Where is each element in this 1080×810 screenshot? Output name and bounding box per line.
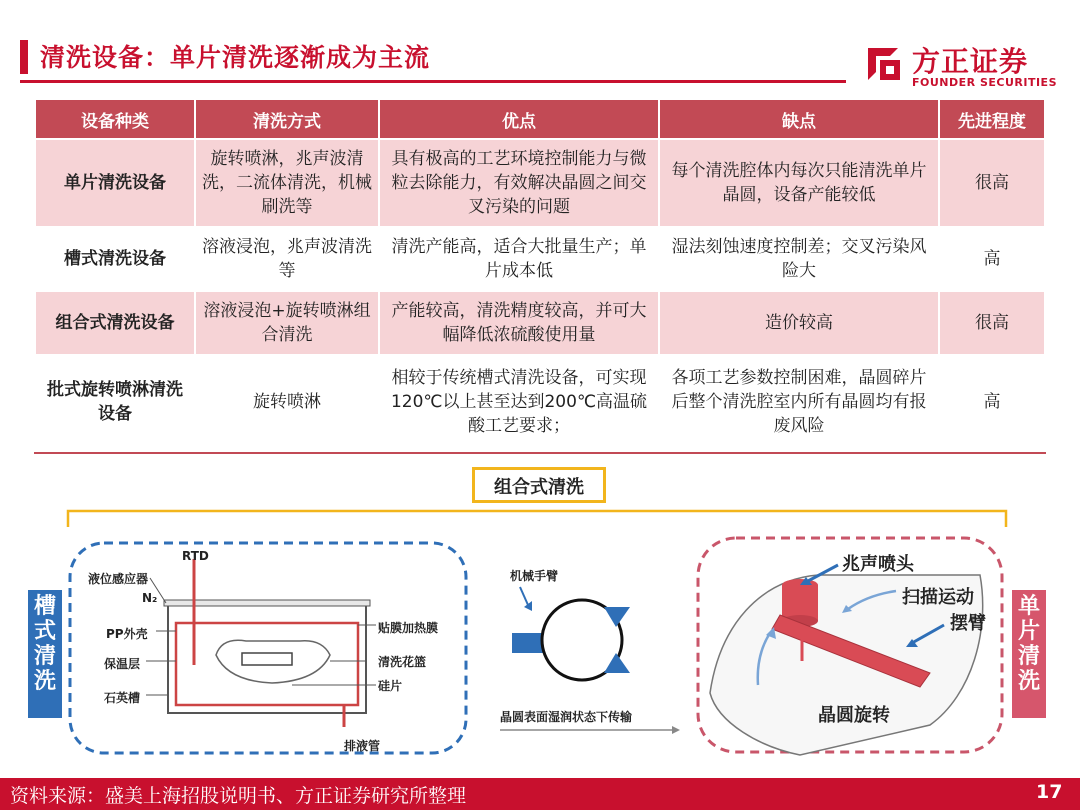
page-number: 17 — [1036, 781, 1063, 803]
label-wafer: 硅片 — [378, 679, 403, 693]
page-title: 清洗设备：单片清洗逐渐成为主流 — [40, 43, 431, 72]
cell-pros: 清洗产能高，适合大批量生产；单片成本低 — [380, 228, 658, 290]
cell-pros: 具有极高的工艺环境控制能力与微粒去除能力，有效解决晶圆之间交叉污染的问题 — [380, 140, 658, 226]
label-wafer-rotation: 晶圆旋转 — [818, 705, 890, 726]
cell-method: 溶液浸泡+旋转喷淋组合清洗 — [196, 292, 378, 354]
cell-level: 很高 — [940, 140, 1044, 226]
cell-category: 单片清洗设备 — [36, 140, 194, 226]
header-level: 先进程度 — [940, 100, 1044, 138]
title-accent-bar — [20, 40, 28, 74]
logo-text-en: FOUNDER SECURITIES — [912, 76, 1057, 89]
table-row — [36, 292, 1044, 354]
label-swing-arm: 摆臂 — [950, 613, 986, 634]
cell-level: 很高 — [940, 292, 1044, 354]
cell-level: 高 — [940, 356, 1044, 448]
cell-level: 高 — [940, 228, 1044, 290]
header-cons: 缺点 — [660, 100, 938, 138]
label-drain: 排液管 — [344, 739, 381, 753]
label-n2: N₂ — [142, 591, 158, 605]
label-quartz-tank: 石英槽 — [104, 691, 141, 705]
table-row — [36, 140, 1044, 226]
logo-text-cn: 方正证券 — [912, 45, 1029, 78]
cell-method: 旋转喷淋，兆声波清洗，二流体清洗，机械刷洗等 — [196, 140, 378, 226]
table-bottom-rule — [34, 452, 1046, 454]
cell-cons: 湿法刻蚀速度控制差；交叉污染风险大 — [660, 228, 938, 290]
label-basket: 清洗花篮 — [378, 655, 427, 669]
source-note: 资料来源：盛美上海招股说明书、方正证券研究所整理 — [10, 785, 467, 807]
cell-category: 组合式清洗设备 — [36, 292, 194, 354]
cell-pros: 产能较高，清洗精度较高，并可大幅降低浓硫酸使用量 — [380, 292, 658, 354]
tank-cleaning-tag: 槽式清洗 — [28, 590, 62, 718]
tank-illustration — [146, 559, 376, 727]
table-header-row — [36, 100, 1044, 138]
header-pros: 优点 — [380, 100, 658, 138]
combo-bracket — [68, 511, 1006, 527]
single-cleaning-tag: 单片清洗 — [1012, 590, 1046, 718]
cell-pros: 相较于传统槽式清洗设备，可实现120℃以上甚至达到200℃高温硫酸工艺要求； — [380, 356, 658, 448]
cell-cons: 各项工艺参数控制困难，晶圆碎片后整个清洗腔室内所有晶圆均有报废风险 — [660, 356, 938, 448]
comparison-table — [34, 98, 1046, 450]
label-wet-transfer: 晶圆表面湿润状态下传输 — [500, 710, 633, 724]
cell-method: 旋转喷淋 — [196, 356, 378, 448]
cell-cons: 每个清洗腔体内每次只能清洗单片晶圆，设备产能较低 — [660, 140, 938, 226]
cell-category: 批式旋转喷淋清洗设备 — [36, 356, 194, 448]
label-pp-shell: PP外壳 — [106, 627, 148, 641]
label-film-heater: 贴膜加热膜 — [378, 621, 439, 635]
title-underline — [20, 80, 846, 83]
founder-logo-icon — [864, 44, 904, 84]
label-rtd: RTD — [182, 549, 209, 563]
label-scan-motion: 扫描运动 — [902, 587, 974, 608]
label-level-sensor: 液位感应器 — [88, 572, 149, 586]
header-category: 设备种类 — [36, 100, 194, 138]
cell-method: 溶液浸泡，兆声波清洗等 — [196, 228, 378, 290]
cell-cons: 造价较高 — [660, 292, 938, 354]
table-row — [36, 356, 1044, 448]
cell-category: 槽式清洗设备 — [36, 228, 194, 290]
label-robot-arm: 机械手臂 — [510, 569, 559, 583]
header-method: 清洗方式 — [196, 100, 378, 138]
combo-cleaning-label: 组合式清洗 — [472, 467, 606, 503]
table-row — [36, 228, 1044, 290]
label-insulation: 保温层 — [104, 657, 141, 671]
label-megasonic-nozzle: 兆声喷头 — [842, 554, 914, 575]
